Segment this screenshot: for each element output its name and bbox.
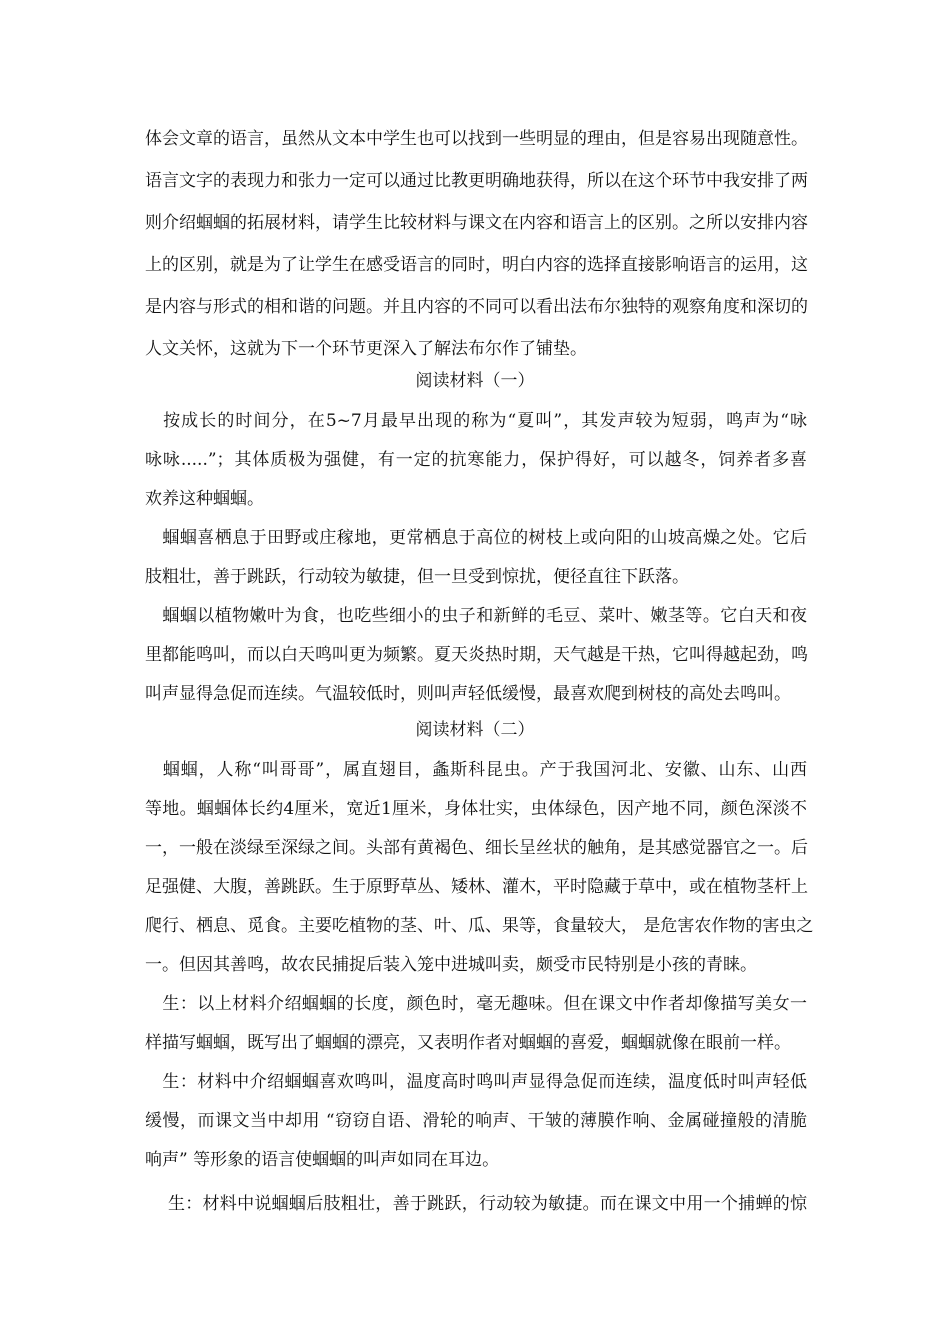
text-line: 蝈蝈以植物嫩叶为食，也吃些细小的虫子和新鲜的毛豆、菜叶、嫩茎等。它白天和夜 <box>145 606 807 626</box>
section-heading: 阅读材料（二） <box>415 720 535 740</box>
text-line: 一，一般在淡绿至深绿之间。头部有黄褐色、细长呈丝状的触角，是其感觉器官之一。后 <box>145 838 808 858</box>
section-heading: 阅读材料（一） <box>415 371 535 391</box>
text-line: 人文关怀，这就为下一个环节更深入了解法布尔作了铺垫。 <box>145 339 587 359</box>
text-line: 蝈蝈喜栖息于田野或庄稼地，更常栖息于高位的树枝上或向阳的山坡高燥之处。它后 <box>145 528 807 548</box>
text-line: 响声” 等形象的语言使蝈蝈的叫声如同在耳边。 <box>145 1150 500 1170</box>
text-line: 足强健、大腹，善跳跃。生于原野草丛、矮林、灌木，平时隐藏于草中，或在植物茎杆上 <box>145 877 808 897</box>
text-line: 语言文字的表现力和张力一定可以通过比教更明确地获得，所以在这个环节中我安排了两 <box>145 171 808 191</box>
text-line: 样描写蝈蝈，既写出了蝈蝈的漂亮，又表明作者对蝈蝈的喜爱，蝈蝈就像在眼前一样。 <box>145 1033 791 1053</box>
text-line: 生：材料中说蝈蝈后肢粗壮，善于跳跃，行动较为敏捷。而在课文中用一个捕蝉的惊 <box>145 1194 807 1214</box>
text-line: 则介绍蝈蝈的拓展材料，请学生比较材料与课文在内容和语言上的区别。之所以安排内容 <box>145 213 808 233</box>
text-line: 蝈蝈，人称“叫哥哥”，属直翅目，螽斯科昆虫。产于我国河北、安徽、山东、山西 <box>145 760 807 780</box>
text-line: 欢养这种蝈蝈。 <box>145 489 264 509</box>
text-line: 是内容与形式的相和谐的问题。并且内容的不同可以看出法布尔独特的观察角度和深切的 <box>145 297 808 317</box>
text-line: 按成长的时间分，在5~7月最早出现的称为“夏叫”，其发声较为短弱，鸣声为“咏 <box>145 411 807 431</box>
text-line: 里都能鸣叫，而以白天鸣叫更为频繁。夏天炎热时期，天气越是干热，它叫得越起劲，鸣 <box>145 645 808 665</box>
text-line: 爬行、栖息、觅食。主要吃植物的茎、叶、瓜、果等，食量较大， 是危害农作物的害虫之 <box>145 916 814 936</box>
text-line: 缓慢，而课文当中却用 “窃窃自语、滑轮的响声、干皱的薄膜作响、金属碰撞般的清脆 <box>145 1111 807 1131</box>
text-line: 体会文章的语言，虽然从文本中学生也可以找到一些明显的理由，但是容易出现随意性。 <box>145 129 808 149</box>
text-line: 生：以上材料介绍蝈蝈的长度，颜色时，毫无趣味。但在课文中作者却像描写美女一 <box>145 994 807 1014</box>
text-line: 咏咏.....”；其体质极为强健，有一定的抗寒能力，保护得好，可以越冬，饲养者多喜 <box>145 450 807 470</box>
text-line: 上的区别，就是为了让学生在感受语言的同时，明白内容的选择直接影响语言的运用，这 <box>145 255 808 275</box>
text-line: 叫声显得急促而连续。气温较低时，则叫声轻低缓慢，最喜欢爬到树枝的高处去鸣叫。 <box>145 684 791 704</box>
text-line: 肢粗壮，善于跳跃，行动较为敏捷，但一旦受到惊扰，便径直往下跃落。 <box>145 567 689 587</box>
text-line: 生：材料中介绍蝈蝈喜欢鸣叫，温度高时鸣叫声显得急促而连续，温度低时叫声轻低 <box>145 1072 807 1092</box>
text-line: 等地。蝈蝈体长约4厘米，宽近1厘米，身体壮实，虫体绿色，因产地不同，颜色深淡不 <box>145 799 807 819</box>
text-line: 一。但因其善鸣，故农民捕捉后装入笼中进城叫卖，颇受市民特别是小孩的青睐。 <box>145 955 757 975</box>
